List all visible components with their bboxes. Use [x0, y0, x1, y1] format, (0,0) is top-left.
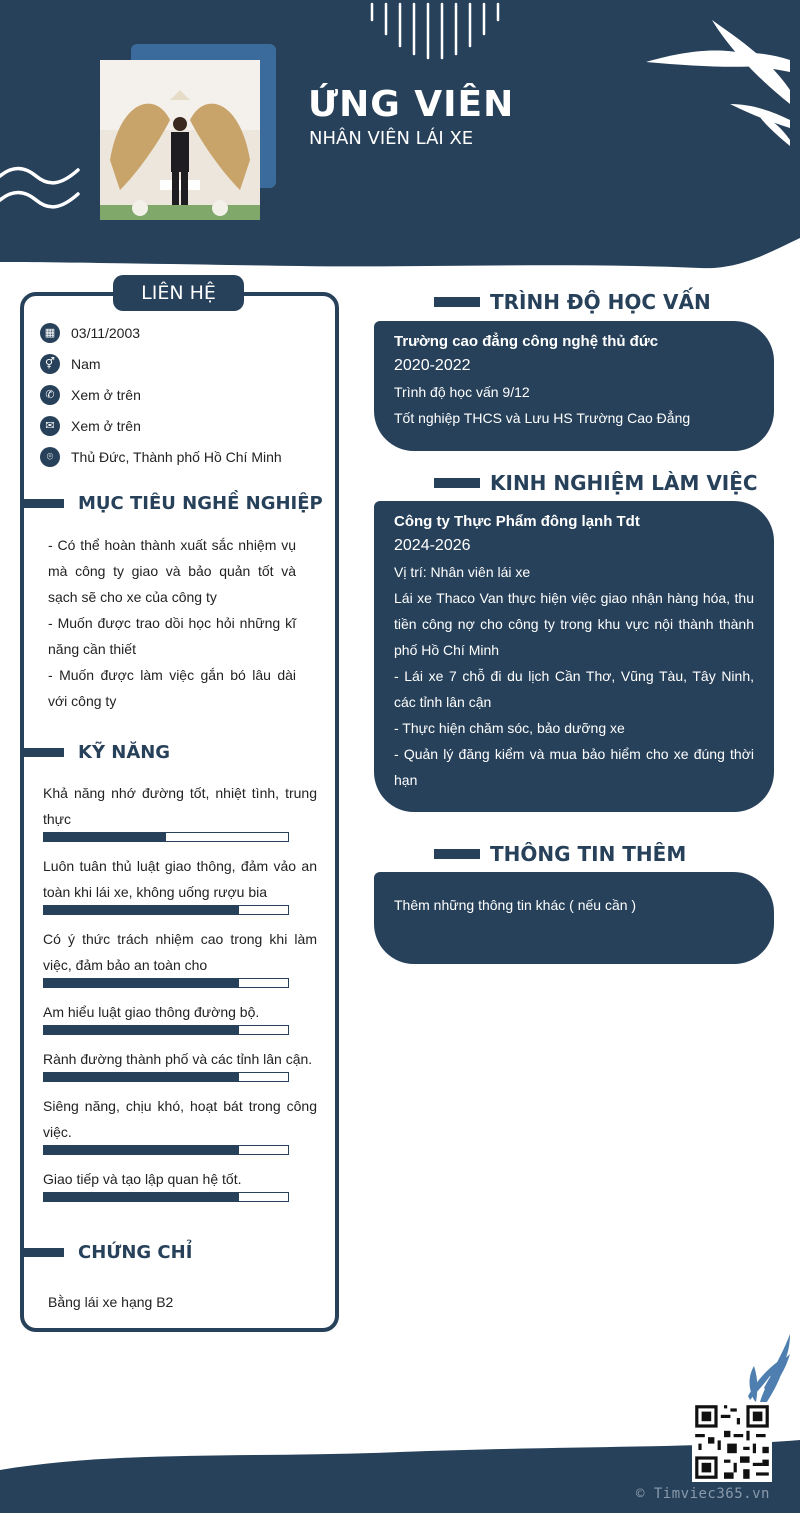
- contact-section-title: LIÊN HỆ: [113, 275, 244, 311]
- contact-email: [40, 416, 141, 436]
- objective-line: - Muốn được làm việc gắn bó lâu dài với công ty: [48, 667, 296, 709]
- contact-birthday: [40, 323, 140, 343]
- education-school: Trường cao đẳng công nghệ thủ đức: [394, 333, 659, 350]
- skill-level-fill: [44, 1146, 239, 1154]
- experience-line: - Lái xe 7 chỗ đi du lịch Cần Thơ, Vũng Tàu, Tây Ninh, các tỉnh lân cận: [394, 668, 754, 710]
- experience-heading: [434, 470, 758, 496]
- skill-level-fill: [44, 833, 166, 841]
- extra-info-heading: [434, 841, 686, 867]
- experience-title: KINH NGHIỆM LÀM VIỆC: [490, 471, 758, 495]
- certificate-item: Bằng lái xe hạng B2: [48, 1294, 174, 1310]
- skill-level-bar: [43, 978, 289, 988]
- skill-item-text: Luôn tuân thủ luật giao thông, đảm vảo an toàn khi lái xe, không uống rượu bia: [43, 858, 317, 900]
- location-pin-icon: ⌾: [40, 447, 60, 467]
- skill-item-text: Có ý thức trách nhiệm cao trong khi làm việc, đảm bảo an toàn cho: [43, 931, 317, 973]
- birthday-cake-icon: ▦: [40, 323, 60, 343]
- contact-gender: [40, 354, 101, 374]
- gender-icon: ⚥: [40, 354, 60, 374]
- heading-bar: [434, 297, 480, 307]
- experience-line: - Quản lý đăng kiểm và mua bảo hiểm cho xe đúng thời hạn: [394, 746, 754, 788]
- objective-heading: [20, 491, 323, 515]
- skill-level-fill: [44, 1026, 239, 1034]
- avatar: [100, 60, 260, 220]
- education-card: [374, 321, 774, 451]
- education-line: Tốt nghiệp THCS và Lưu HS Trường Cao Đẳng: [394, 410, 691, 426]
- email-icon: ✉: [40, 416, 60, 436]
- contact-phone: [40, 385, 141, 405]
- heading-bar: [20, 1248, 64, 1257]
- experience-line: Lái xe Thaco Van thực hiện việc giao nhận hàng hóa, thu tiền công nợ cho công ty trong khu vực nội thành thành phố Hồ Chí Minh: [394, 590, 754, 658]
- skills-title: KỸ NĂNG: [78, 741, 171, 763]
- contact-gender-text: Nam: [71, 356, 101, 372]
- contact-phone-text: Xem ở trên: [71, 387, 141, 403]
- skill-item-text: Khả năng nhớ đường tốt, nhiệt tình, trung thực: [43, 785, 317, 827]
- phone-icon: ✆: [40, 385, 60, 405]
- certificates-title: CHỨNG CHỈ: [78, 1241, 193, 1263]
- heading-bar: [434, 478, 480, 488]
- contact-address-text: Thủ Đức, Thành phố Hồ Chí Minh: [71, 449, 282, 465]
- qr-code: [692, 1402, 772, 1482]
- skill-item-text: Giao tiếp và tạo lập quan hệ tốt.: [43, 1171, 242, 1187]
- certificates-heading: [20, 1240, 192, 1264]
- education-period: 2020-2022: [394, 357, 471, 374]
- skill-level-bar: [43, 1192, 289, 1202]
- skill-level-fill: [44, 906, 239, 914]
- skill-level-bar: [43, 1072, 289, 1082]
- heading-bar: [434, 849, 480, 859]
- extra-info-card: [374, 872, 774, 964]
- education-line: Trình độ học vấn 9/12: [394, 384, 530, 400]
- copyright-text: © Timviec365.vn: [636, 1486, 770, 1502]
- skill-level-fill: [44, 1073, 239, 1081]
- skill-level-fill: [44, 979, 239, 987]
- skill-level-fill: [44, 1193, 239, 1201]
- objective-line: - Có thể hoàn thành xuất sắc nhiệm vụ mà công ty giao và bảo quản tốt và sạch sẽ cho xe của công ty: [48, 537, 296, 605]
- extra-info-line: Thêm những thông tin khác ( nếu cần ): [394, 897, 637, 913]
- objective-title: MỤC TIÊU NGHỀ NGHIỆP: [78, 492, 323, 514]
- skill-item-text: Rành đường thành phố và các tỉnh lân cận.: [43, 1051, 313, 1067]
- experience-line: - Thực hiện chăm sóc, bảo dưỡng xe: [394, 720, 625, 736]
- objective-text: [48, 532, 296, 714]
- skill-level-bar: [43, 905, 289, 915]
- skill-level-bar: [43, 1145, 289, 1155]
- contact-birthday-text: 03/11/2003: [71, 325, 141, 341]
- heading-bar: [20, 499, 64, 508]
- experience-company: Công ty Thực Phẩm đông lạnh Tdt: [394, 513, 640, 530]
- skills-heading: [20, 740, 170, 764]
- heading-bar: [20, 748, 64, 757]
- objective-line: - Muốn được trao dồi học hỏi những kĩ năng cần thiết: [48, 615, 296, 657]
- skill-level-bar: [43, 832, 289, 842]
- experience-line: Vị trí: Nhân viên lái xe: [394, 564, 531, 580]
- education-title: TRÌNH ĐỘ HỌC VẤN: [490, 290, 711, 314]
- skill-level-bar: [43, 1025, 289, 1035]
- education-heading: [434, 289, 711, 315]
- candidate-role: NHÂN VIÊN LÁI XE: [309, 128, 474, 149]
- skill-item-text: Am hiểu luật giao thông đường bộ.: [43, 1004, 260, 1020]
- contact-address: [40, 447, 282, 467]
- skill-item-text: Siêng năng, chịu khó, hoạt bát trong công việc.: [43, 1098, 317, 1140]
- contact-email-text: Xem ở trên: [71, 418, 141, 434]
- candidate-name: ỨNG VIÊN: [308, 84, 515, 125]
- experience-card: [374, 501, 774, 812]
- extra-info-title: THÔNG TIN THÊM: [490, 842, 687, 866]
- experience-period: 2024-2026: [394, 537, 471, 554]
